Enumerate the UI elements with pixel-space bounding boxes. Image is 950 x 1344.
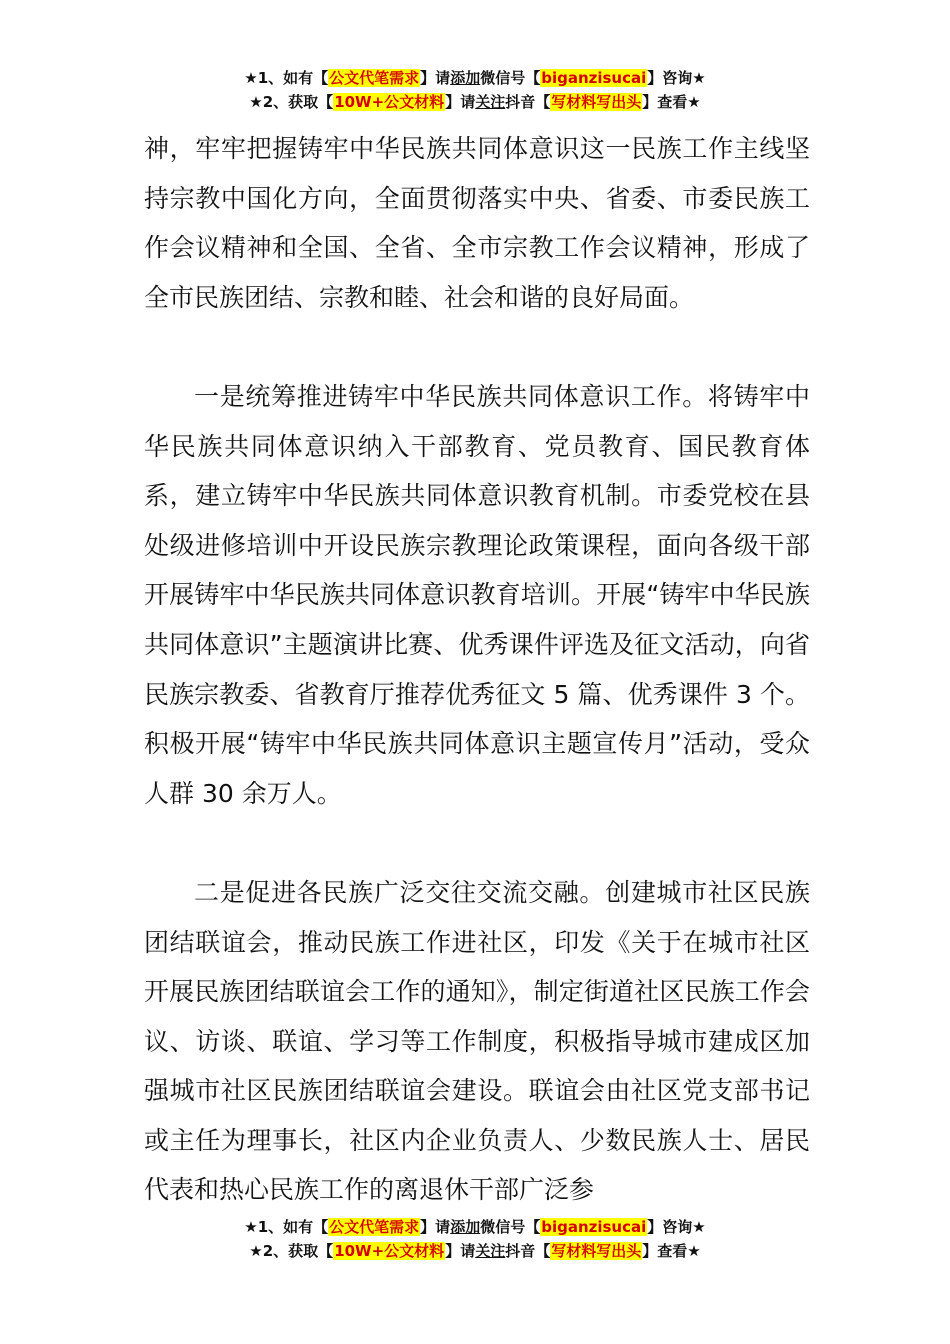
banner-line-1 [0, 1215, 950, 1239]
highlight-text: 写材料写出头 [551, 93, 642, 111]
banner-text: 】请 [420, 1218, 451, 1236]
paragraph-2: 二是促进各民族广泛交往交流交融。创建城市社区民族团结联谊会，推动民族工作进社区，印发《关于在城市社区开展民族团结联谊会工作的通知》，制定街道社区民族工作会议、访谈、联谊、学习等工作制度，积极指导城市建成区加强城市社区民族团结联谊会建设。联谊会由社区党支部书记或主任为理事长，社区内企业负责人、少数民族人士、居民代表和热心民族工作的离退休干部广泛参 [144, 877, 810, 1205]
paragraph-continuation: 神，牢牢把握铸牢中华民族共同体意识这一民族工作主线坚持宗教中国化方向，全面贯彻落实中央、省委、市委民族工作会议精神和全国、全省、全市宗教工作会议精神，形成了全市民族团结、宗教和睦、社会和谐的良好局面。 [144, 134, 810, 312]
banner-text: 】请 [445, 93, 476, 111]
document-body [144, 124, 810, 1215]
banner-text: ★2、获取【 [249, 1242, 334, 1260]
highlight-text: 10W+公文材料 [334, 93, 445, 111]
banner-text: 】查看★ [642, 93, 701, 111]
banner-text: 抖音【 [505, 1242, 551, 1260]
header-banner [0, 66, 950, 114]
highlight-text: biganzisucai [541, 1218, 647, 1236]
banner-text: ★1、如有【 [244, 69, 329, 87]
highlight-text: 公文代笔需求 [329, 69, 420, 87]
banner-line-1 [0, 66, 950, 90]
emphasis-text: 添加 [450, 69, 481, 87]
emphasis-text: 关注 [475, 93, 506, 111]
banner-text: 抖音【 [505, 93, 551, 111]
banner-text: 】请 [420, 69, 451, 87]
banner-line-2 [0, 1239, 950, 1263]
banner-text: ★2、获取【 [249, 93, 334, 111]
banner-text: ★1、如有【 [244, 1218, 329, 1236]
banner-text: 】请 [445, 1242, 476, 1260]
highlight-text: 写材料写出头 [551, 1242, 642, 1260]
banner-text: 】咨询★ [647, 1218, 706, 1236]
banner-text: 微信号【 [480, 69, 541, 87]
banner-text: 】查看★ [642, 1242, 701, 1260]
highlight-text: 公文代笔需求 [329, 1218, 420, 1236]
emphasis-text: 关注 [475, 1242, 506, 1260]
paragraph-1: 一是统筹推进铸牢中华民族共同体意识工作。将铸牢中华民族共同体意识纳入干部教育、党员教育、国民教育体系，建立铸牢中华民族共同体意识教育机制。市委党校在县处级进修培训中开设民族宗教理论政策课程，面向各级干部开展铸牢中华民族共同体意识教育培训。开展“铸牢中华民族共同体意识”主题演讲比赛、优秀课件评选及征文活动，向省民族宗教委、省教育厅推荐优秀征文 5 篇、优秀课件 3 个。积极开展“铸牢中华民族共同体意识主题宣传月”活动，受众人群 30 余万人。 [144, 381, 810, 808]
highlight-text: biganzisucai [541, 69, 647, 87]
banner-text: 微信号【 [480, 1218, 541, 1236]
footer-banner [0, 1215, 950, 1263]
banner-line-2 [0, 90, 950, 114]
banner-text: 】咨询★ [647, 69, 706, 87]
highlight-text: 10W+公文材料 [334, 1242, 445, 1260]
emphasis-text: 添加 [450, 1218, 481, 1236]
